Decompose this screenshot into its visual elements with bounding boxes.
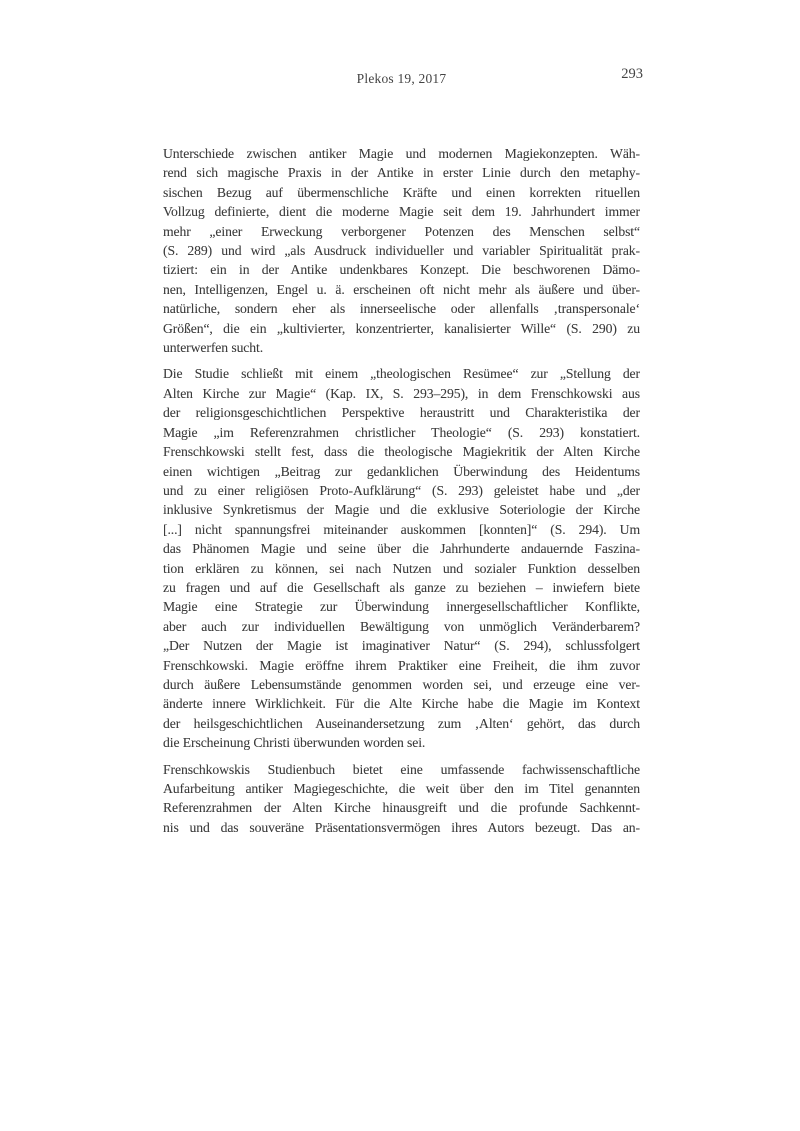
page-body: [163, 144, 640, 844]
text-line: Größen“, die ein „kultivierter, konzentrierter, kanalisierter Wille“ (S. 290) zu: [163, 320, 640, 336]
text-line: sischen Bezug auf übermenschliche Kräfte und einen korrekten rituellen: [163, 184, 640, 200]
text-line: der heilsgeschichtlichen Auseinandersetzung zum ‚Alten‘ gehört, das durch: [163, 715, 640, 731]
text-line: die Erscheinung Christi überwunden worden sei.: [163, 735, 426, 751]
text-line: Alten Kirche zur Magie“ (Kap. IX, S. 293–295), in dem Frenschkowski aus: [163, 385, 640, 401]
paragraph: [163, 144, 640, 357]
text-line: Frenschkowskis Studienbuch bietet eine umfassende fachwissenschaftliche: [163, 761, 640, 777]
text-line: unterwerfen sucht.: [163, 340, 264, 356]
text-line: rend sich magische Praxis in der Antike in erster Linie durch den metaphy-: [163, 165, 640, 181]
text-line: und zu einer religiösen Proto-Aufklärung“ (S. 293) geleistet habe und „der: [163, 482, 640, 498]
text-line: nen, Intelligenzen, Engel u. ä. erscheinen oft nicht mehr als äußere und über-: [163, 281, 640, 297]
running-head: Plekos 19, 2017: [356, 71, 447, 86]
text-line: Vollzug definierte, dient die moderne Magie seit dem 19. Jahrhundert immer: [163, 204, 640, 220]
text-line: „Der Nutzen der Magie ist imaginativer Natur“ (S. 294), schlussfolgert: [163, 638, 640, 654]
text-line: mehr „einer Erweckung verborgener Potenzen des Menschen selbst“: [163, 223, 640, 239]
text-line: änderte innere Wirklichkeit. Für die Alte Kirche habe die Magie im Kontext: [163, 696, 640, 712]
paragraph: [163, 364, 640, 752]
text-line: nis und das souveräne Präsentationsvermögen ihres Autors bezeugt. Das an-: [163, 819, 640, 835]
text-line: tiziert: ein in der Antike undenkbares Konzept. Die beschworenen Dämo-: [163, 262, 640, 278]
text-line: (S. 289) und wird „als Ausdruck individueller und variabler Spiritualität prak-: [163, 243, 640, 259]
text-line: einen wichtigen „Beitrag zur gedanklichen Überwindung des Heidentums: [163, 463, 640, 479]
text-line: der religionsgeschichtlichen Perspektive heraustritt und Charakteristika der: [163, 405, 640, 421]
text-line: durch äußere Lebensumstände genommen worden sei, und erzeuge eine ver-: [163, 676, 640, 692]
text-line: Magie eine Strategie zur Überwindung innergesellschaftlicher Konflikte,: [163, 599, 640, 615]
text-line: tion erklären zu können, sei nach Nutzen und sozialer Funktion desselben: [163, 560, 640, 576]
text-line: natürliche, sondern eher als innerseelische oder allenfalls ‚transpersonale‘: [163, 301, 640, 317]
text-line: Unterschiede zwischen antiker Magie und modernen Magiekonzepten. Wäh-: [163, 146, 640, 161]
text-line: [...] nicht spannungsfrei miteinander auskommen [konnten]“ (S. 294). Um: [163, 521, 640, 537]
text-line: Die Studie schließt mit einem „theologischen Resümee“ zur „Stellung der: [163, 366, 640, 382]
text-line: zu fragen und auf die Gesellschaft als ganze zu beziehen – inwiefern biete: [163, 579, 640, 595]
text-line: inklusive Synkretismus der Magie und die exklusive Soteriologie der Kirche: [163, 502, 640, 518]
text-line: Frenschkowski. Magie eröffne ihrem Praktiker eine Freiheit, die ihm zuvor: [163, 657, 640, 673]
text-line: Aufarbeitung antiker Magiegeschichte, die weit über den im Titel genannten: [163, 781, 640, 796]
text-line: Frenschkowski stellt fest, dass die theologische Magiekritik der Alten Kirche: [163, 444, 640, 460]
paragraph: [163, 760, 640, 838]
text-line: Referenzrahmen der Alten Kirche hinausgreift und die profunde Sachkennt-: [163, 800, 640, 816]
text-line: aber auch zur individuellen Bewältigung von unmöglich Veränderbarem?: [163, 618, 640, 634]
text-line: das Phänomen Magie und seine über die Jahrhunderte andauernde Faszina-: [163, 541, 640, 557]
page-number: 293: [621, 66, 643, 82]
text-line: Magie „im Referenzrahmen christlicher Theologie“ (S. 293) konstatiert.: [163, 424, 640, 440]
